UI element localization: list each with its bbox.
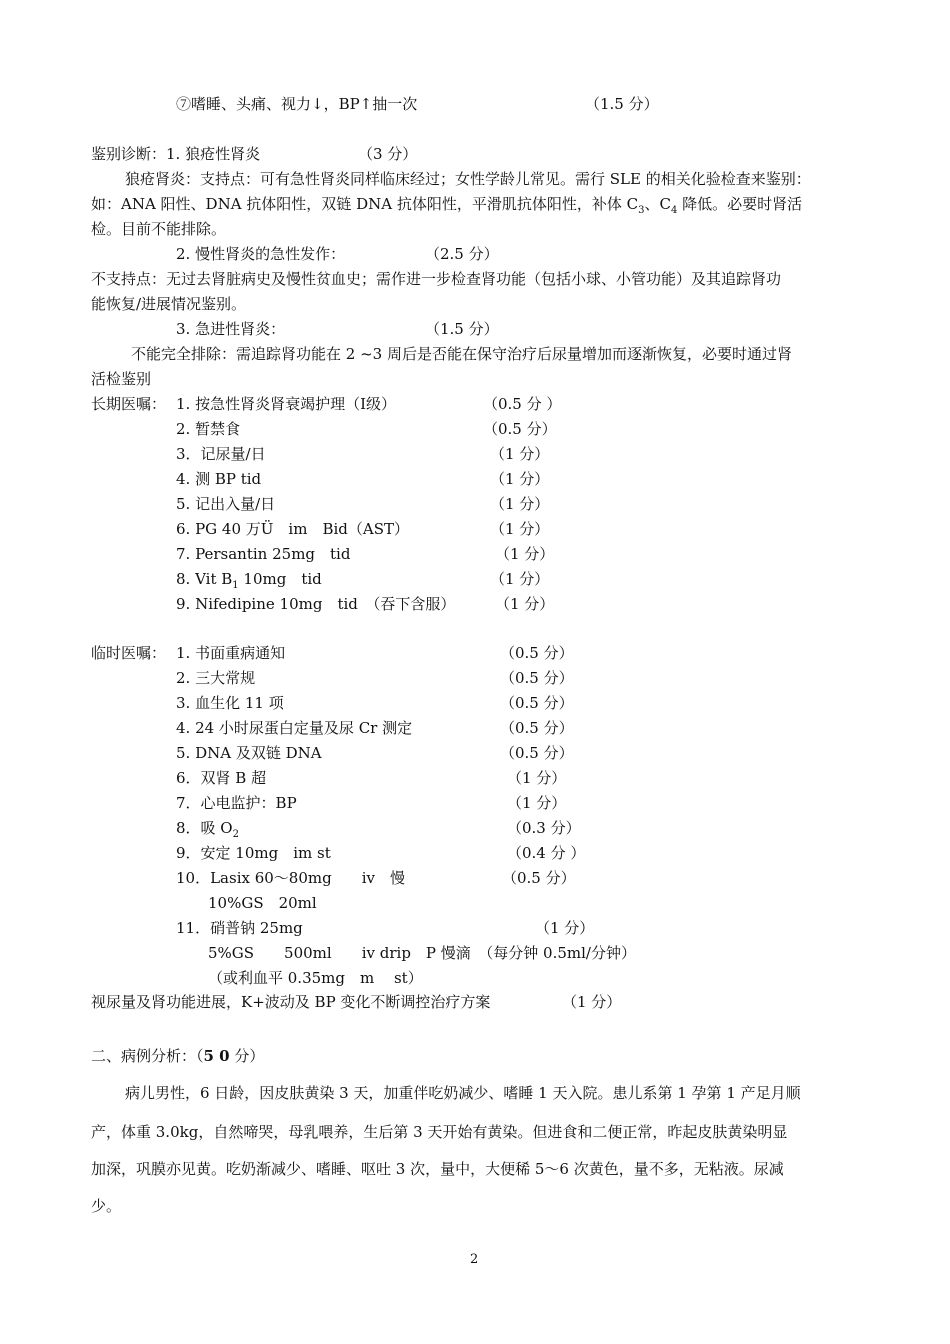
adjustment-note: 视尿量及肾功能进展，K+波动及 BP 变化不断调控治疗方案 — [91, 993, 491, 1011]
long-term-item: 9. Nifedipine 10mg tid （吞下含服） — [176, 595, 456, 613]
temporary-item: 3. 血生化 11 项 — [176, 694, 284, 712]
temporary-item: 8．吸 $O_2$ — [176, 819, 239, 840]
long-term-item: 2. 暂禁食 — [176, 420, 241, 438]
lupus-line-2: 如：ANA 阳性、DNA 抗体阳性，双链 DNA 抗体阳性，平滑肌抗体阳性，补体 $C_3$、$C_4$ 降低。必要时肾活 — [91, 195, 803, 216]
temporary-score: （0.5 分） — [500, 719, 574, 737]
temporary-item-continued: 5%GS 500ml iv drip P 慢滴 （每分钟 0.5ml/分钟） — [208, 944, 636, 962]
differential-heading: 鉴别诊断：1. 狼疮性肾炎 — [91, 145, 261, 163]
top-line-score: （1.5 分） — [585, 95, 659, 113]
chronic-heading: 2. 慢性肾炎的急性发作： — [176, 245, 346, 263]
long-term-score: （1 分） — [490, 570, 550, 588]
case-paragraph-line: 少。 — [91, 1197, 122, 1215]
long-term-item: 6. PG 40 万Ü im Bid（AST） — [176, 520, 409, 538]
temporary-score: （1 分） — [507, 794, 567, 812]
temporary-score: （0.5 分） — [500, 694, 574, 712]
long-term-score: （1 分） — [490, 520, 550, 538]
differential-heading-score: （3 分） — [358, 145, 418, 163]
temporary-label: 临时医嘱： — [91, 644, 167, 662]
temporary-item: 10．Lasix 60～80mg iv 慢 — [176, 869, 405, 887]
long-term-score: （0.5 分 ） — [483, 395, 562, 413]
temporary-item: 4. 24 小时尿蛋白定量及尿 Cr 测定 — [176, 719, 413, 737]
temporary-item: 7．心电监护：BP — [176, 794, 297, 812]
case-paragraph-line: 产，体重 3.0kg，自然啼哭，母乳喂养，生后第 3 天开始有黄染。但进食和二便正常，昨起皮肤黄染明显 — [91, 1123, 788, 1141]
temporary-score: （0.5 分） — [500, 669, 574, 687]
adjustment-note-score: （1 分） — [562, 993, 622, 1011]
long-term-score: （1 分） — [490, 445, 550, 463]
rapid-heading: 3. 急进性肾炎： — [176, 320, 286, 338]
temporary-score: （1 分） — [535, 919, 595, 937]
long-term-item: 8. Vit $B_1$ 10mg tid — [176, 570, 322, 591]
rapid-line-2: 活检鉴别 — [91, 370, 152, 388]
long-term-label: 长期医嘱： — [91, 395, 167, 413]
chronic-score: （2.5 分） — [425, 245, 499, 263]
rapid-line-1: 不能完全排除：需追踪肾功能在 2 ~3 周后是否能在保守治疗后尿量增加而逐渐恢复，必要时通过肾 — [131, 345, 792, 363]
temporary-item: 6．双肾 B 超 — [176, 769, 267, 787]
lupus-line-1: 狼疮肾炎：支持点：可有急性肾炎同样临床经过；女性学龄儿常见。需行 SLE 的相关化验检查来鉴别： — [125, 170, 811, 188]
temporary-item: 11．硝普钠 25mg — [176, 919, 303, 937]
long-term-item: 7. Persantin 25mg tid — [176, 545, 351, 563]
case-paragraph-line: 病儿男性，6 日龄，因皮肤黄染 3 天，加重伴吃奶减少、嗜睡 1 天入院。患儿系第 1 孕第 1 产足月顺 — [125, 1084, 801, 1102]
page-number: 2 — [470, 1252, 479, 1267]
long-term-item: 4. 测 BP tid — [176, 470, 262, 488]
rapid-score: （1.5 分） — [425, 320, 499, 338]
chronic-line-1: 不支持点：无过去肾脏病史及慢性贫血史；需作进一步检查肾功能（包括小球、小管功能）及其追踪肾功 — [91, 270, 782, 288]
long-term-score: （1 分） — [490, 495, 550, 513]
temporary-item: 9．安定 10mg im st — [176, 844, 331, 862]
case-heading: 二、病例分析：（5 0 分） — [91, 1047, 265, 1065]
long-term-score: （1 分） — [495, 545, 555, 563]
temporary-score: （0.3 分） — [507, 819, 581, 837]
case-paragraph-line: 加深，巩膜亦见黄。吃奶渐减少、嗜睡、呕吐 3 次，量中，大便稀 5～6 次黄色，量不多，无粘液。尿减 — [91, 1160, 784, 1178]
temporary-item: 1. 书面重病通知 — [176, 644, 286, 662]
long-term-score: （0.5 分） — [483, 420, 557, 438]
long-term-item: 5. 记出入量/日 — [176, 495, 276, 513]
temporary-score: （0.5 分） — [500, 744, 574, 762]
long-term-score: （1 分） — [490, 470, 550, 488]
top-line-text: ⑦嗜睡、头痛、视力↓，BP↑抽一次 — [176, 95, 418, 113]
temporary-item-continued: 10%GS 20ml — [208, 894, 317, 912]
chronic-line-2: 能恢复/进展情况鉴别。 — [91, 295, 247, 313]
long-term-item: 3．记尿量/日 — [176, 445, 266, 463]
temporary-score: （0.5 分） — [502, 869, 576, 887]
long-term-item: 1. 按急性肾炎肾衰竭护理（Ⅰ级） — [176, 395, 397, 413]
temporary-item: 2. 三大常规 — [176, 669, 256, 687]
lupus-line-3: 检。目前不能排除。 — [91, 220, 227, 238]
temporary-score: （1 分） — [507, 769, 567, 787]
long-term-score: （1 分） — [495, 595, 555, 613]
temporary-item-continued: （或利血平 0.35mg m st） — [208, 969, 423, 987]
temporary-score: （0.5 分） — [500, 644, 574, 662]
temporary-score: （0.4 分 ） — [507, 844, 586, 862]
temporary-item: 5. DNA 及双链 DNA — [176, 744, 322, 762]
